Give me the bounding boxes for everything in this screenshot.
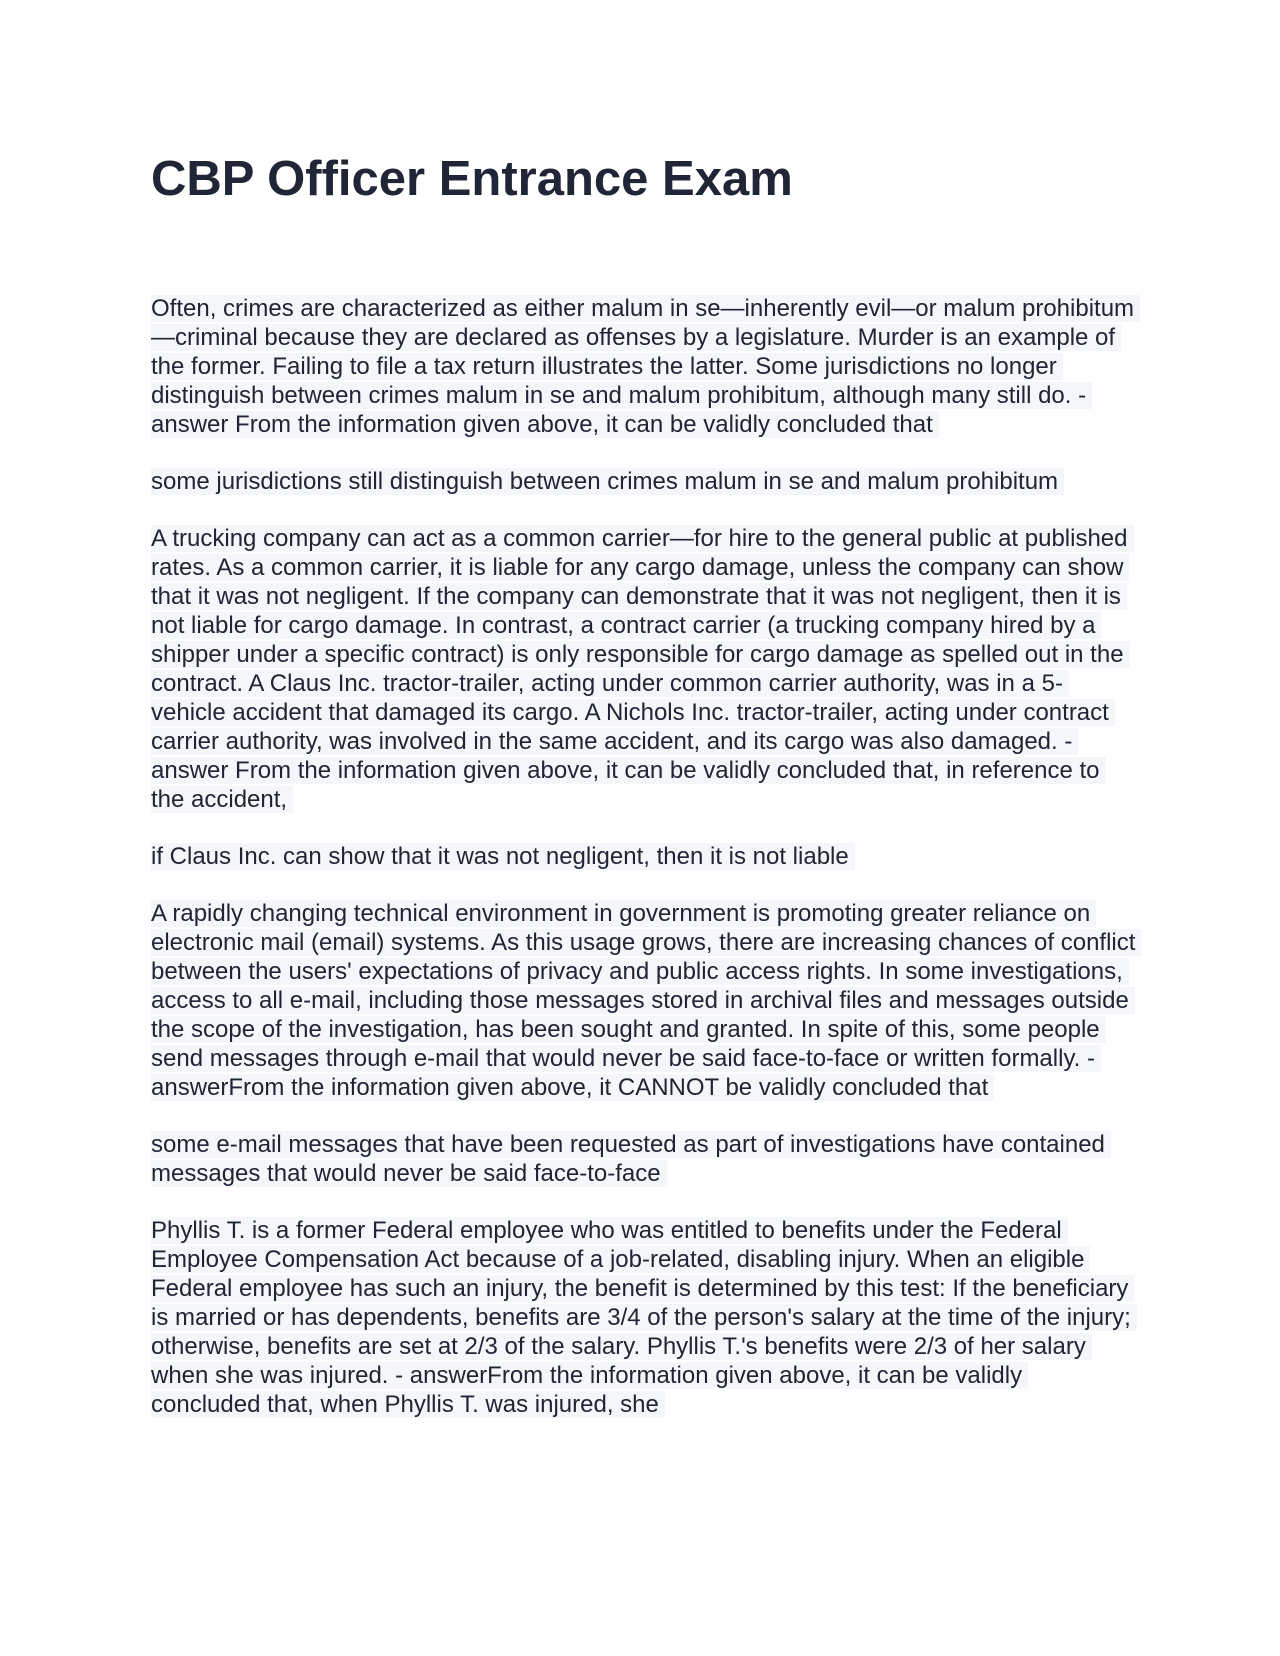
answer-text-3: some e-mail messages that have been requested as part of investigations have contained messages that would never be said face-to-face: [151, 1131, 1111, 1187]
question-paragraph-1: [151, 294, 1136, 439]
answer-text-1: some jurisdictions still distinguish between crimes malum in se and malum prohibitum: [151, 468, 1064, 495]
question-text-4: Phyllis T. is a former Federal employee who was entitled to benefits under the Federal Employee Compensation Act because of a job-related, disabling injury. When an eligible Federal employee has such an injury, the benefit is determined by this test: If the beneficiary is married or has dependents, benefits are 3/4 of the person's salary at the time of the injury; otherwise, benefits are set at 2/3 of the salary. Phyllis T.'s benefits were 2/3 of her salary when she was injured. - answerFrom the information given above, it can be validly concluded that, when Phyllis T. was injured, she: [151, 1217, 1137, 1418]
question-text-2: A trucking company can act as a common carrier—for hire to the general public at published rates. As a common carrier, it is liable for any cargo damage, unless the company can show that it was not negligent. If the company can demonstrate that it was not negligent, then it is not liable for cargo damage. In contrast, a contract carrier (a trucking company hired by a shipper under a specific contract) is only responsible for cargo damage as spelled out in the contract. A Claus Inc. tractor-trailer, acting under common carrier authority, was in a 5- vehicle accident that damaged its cargo. A Nichols Inc. tractor-trailer, acting under contract carrier authority, was involved in the same accident, and its cargo was also damaged. - answer From the information given above, it can be validly concluded that, in reference to the accident,: [151, 525, 1134, 813]
document-body: [151, 294, 1136, 1447]
question-paragraph-2: [151, 524, 1136, 814]
answer-paragraph-3: [151, 1130, 1136, 1188]
page-title: CBP Officer Entrance Exam: [151, 152, 793, 206]
question-text-3: A rapidly changing technical environment in government is promoting greater reliance on electronic mail (email) systems. As this usage grows, there are increasing chances of conflict between the users' expectations of privacy and public access rights. In some investigations, access to all e-mail, including those messages stored in archival files and messages outside the scope of the investigation, has been sought and granted. In spite of this, some people send messages through e-mail that would never be said face-to-face or written formally. - answerFrom the information given above, it CANNOT be validly concluded that: [151, 900, 1141, 1101]
answer-paragraph-1: [151, 467, 1136, 496]
question-paragraph-3: [151, 899, 1136, 1102]
question-text-1: Often, crimes are characterized as either malum in se—inherently evil—or malum prohibitum—criminal because they are declared as offenses by a legislature. Murder is an example of the former. Failing to file a tax return illustrates the latter. Some jurisdictions no longer distinguish between crimes malum in se and malum prohibitum, although many still do. - answer From the information given above, it can be validly concluded that: [151, 295, 1140, 438]
answer-text-2: if Claus Inc. can show that it was not negligent, then it is not liable: [151, 843, 855, 870]
question-paragraph-4: [151, 1216, 1136, 1419]
answer-paragraph-2: [151, 842, 1136, 871]
